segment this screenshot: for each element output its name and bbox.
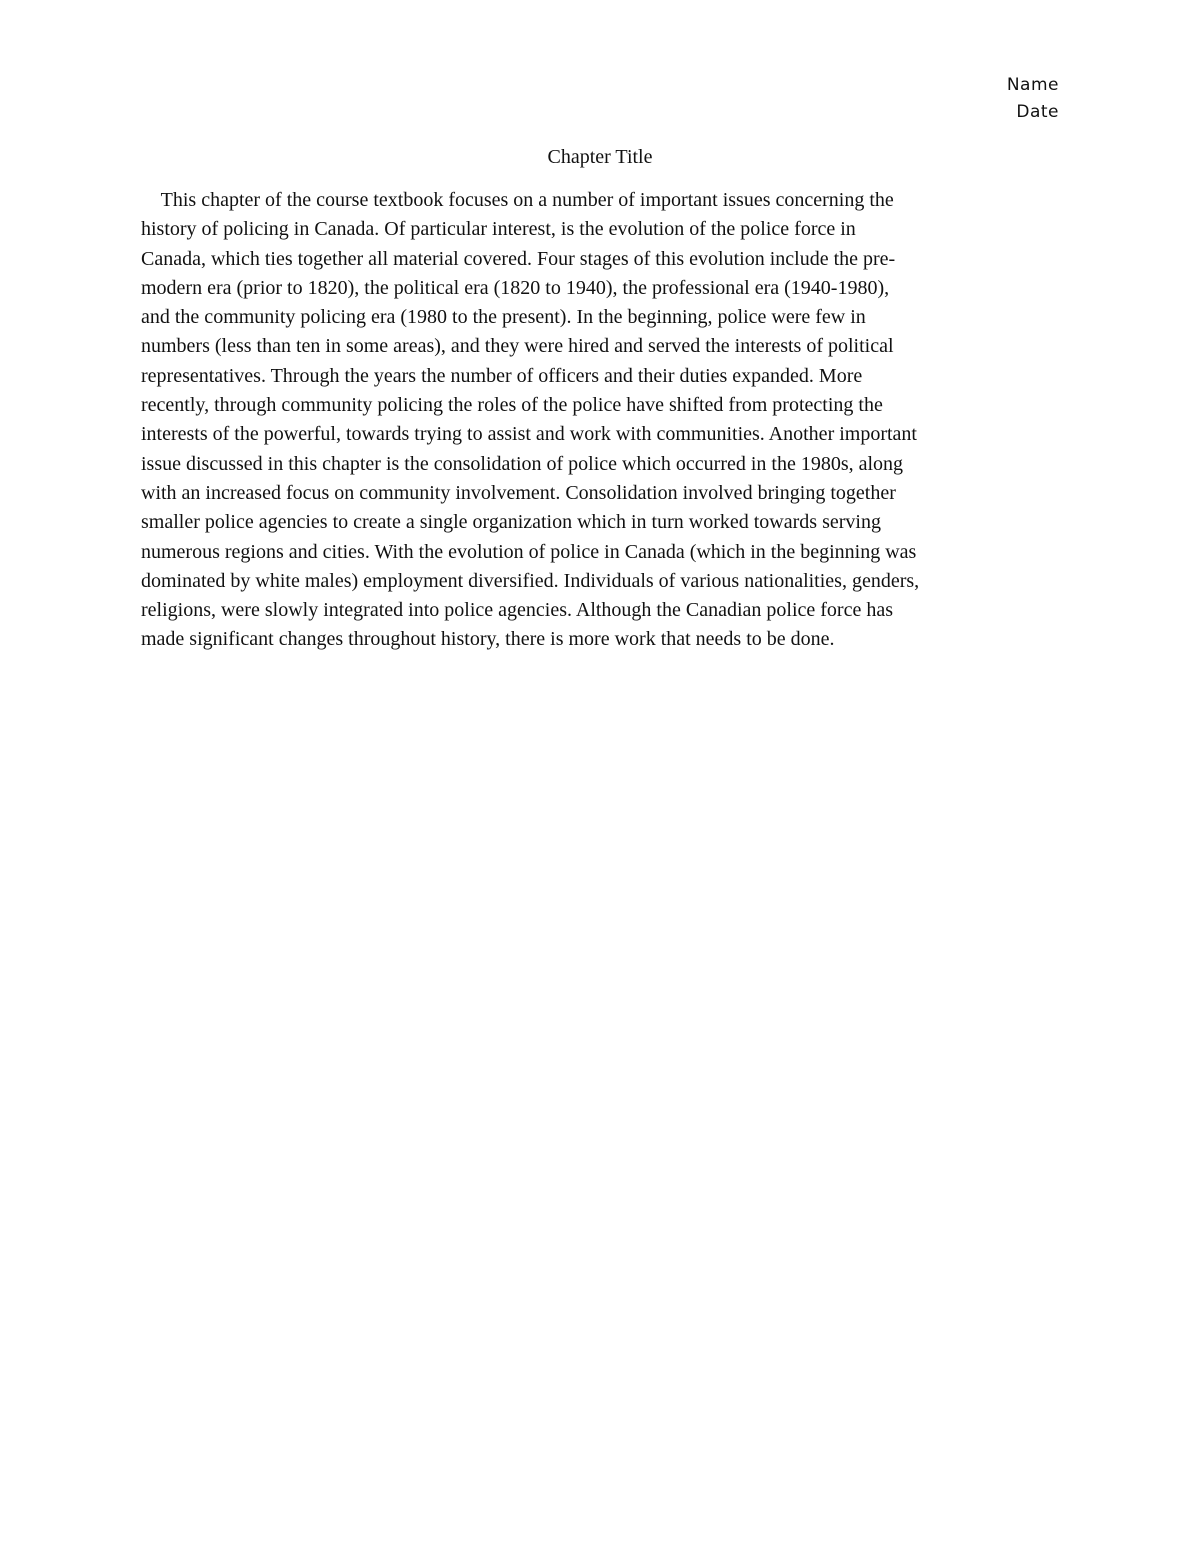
- author-name: Name: [1006, 75, 1059, 95]
- paragraph-line: smaller police agencies to create a single organization which in turn worked towards serving: [141, 511, 881, 534]
- paragraph-line: modern era (prior to 1820), the political era (1820 to 1940), the professional era (1940-1980),: [141, 276, 890, 299]
- paragraph-line: representatives. Through the years the number of officers and their duties expanded. More: [141, 364, 863, 387]
- paragraph-line: issue discussed in this chapter is the consolidation of police which occurred in the 1980s, along: [141, 452, 904, 475]
- paragraph-line: recently, through community policing the roles of the police have shifted from protecting the: [141, 394, 883, 417]
- paragraph-line: history of policing in Canada. Of particular interest, is the evolution of the police force in: [141, 218, 856, 241]
- paragraph-line: with an increased focus on community involvement. Consolidation involved bringing together: [141, 481, 896, 504]
- body-paragraph: [141, 186, 1061, 655]
- paragraph-line: This chapter of the course textbook focuses on a number of important issues concerning the: [141, 189, 894, 211]
- paragraph-line: dominated by white males) employment diversified. Individuals of various nationalities, genders,: [141, 569, 920, 592]
- document-date: Date: [1016, 102, 1059, 122]
- chapter-title: Chapter Title: [547, 146, 653, 168]
- paragraph-line: numerous regions and cities. With the evolution of police in Canada (which in the beginning was: [141, 540, 917, 563]
- header-info: [1007, 72, 1059, 126]
- paragraph-line: religions, were slowly integrated into police agencies. Although the Canadian police force has: [141, 599, 893, 622]
- paragraph-line: Canada, which ties together all material covered. Four stages of this evolution include the pre-: [141, 247, 896, 270]
- paragraph-line: made significant changes throughout history, there is more work that needs to be done.: [141, 628, 835, 651]
- paragraph-line: numbers (less than ten in some areas), and they were hired and served the interests of political: [141, 335, 894, 358]
- paragraph-line: interests of the powerful, towards trying to assist and work with communities. Another important: [141, 423, 917, 446]
- paragraph-line: and the community policing era (1980 to the present). In the beginning, police were few in: [141, 306, 866, 329]
